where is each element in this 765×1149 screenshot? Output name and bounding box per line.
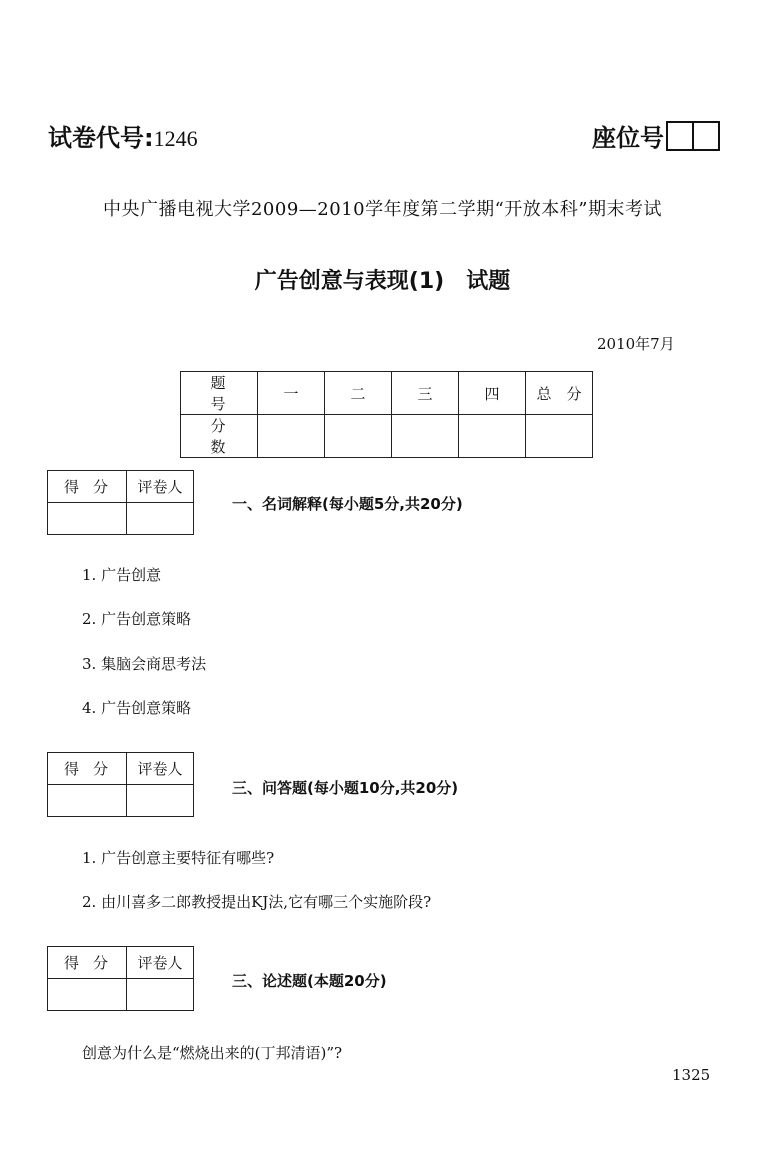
- paper-code-value: 1246: [153, 126, 198, 151]
- question-item: 创意为什么是“燃烧出来的(丁邦清语)”?: [82, 1044, 343, 1062]
- grader-name-label: 评卷人: [127, 947, 194, 979]
- section-title: 三、问答题(每小题10分,共20分): [232, 779, 459, 797]
- exam-date: 2010年7月: [597, 335, 675, 353]
- question-item: 3. 集脑会商思考法: [82, 655, 207, 673]
- score-table-header-row: [181, 372, 593, 415]
- question-item: 2. 由川喜多二郎教授提出KJ法,它有哪三个实施阶段?: [82, 893, 432, 911]
- seat-number-label: 座位号: [592, 124, 664, 152]
- page-number: 1325: [672, 1066, 711, 1084]
- grader-cell: [48, 503, 127, 535]
- grader-box: [47, 946, 194, 1011]
- score-table-cell: 题 号: [181, 372, 258, 415]
- grader-cell: [127, 503, 194, 535]
- score-table-score-row: [181, 415, 593, 458]
- score-input-cell: [325, 415, 392, 458]
- grader-cell: [127, 785, 194, 817]
- seat-box: [692, 123, 718, 149]
- grader-name-label: 评卷人: [127, 471, 194, 503]
- score-table-cell: 总 分: [526, 372, 593, 415]
- exam-subtitle: 中央广播电视大学2009—2010学年度第二学期“开放本科”期末考试: [102, 199, 663, 220]
- score-input-cell: [459, 415, 526, 458]
- score-table-cell: 三: [392, 372, 459, 415]
- score-input-cell: [526, 415, 593, 458]
- score-summary-table: [180, 371, 593, 458]
- score-input-cell: [258, 415, 325, 458]
- grader-name-label: 评卷人: [127, 753, 194, 785]
- grader-score-label: 得分: [48, 753, 127, 785]
- score-table-cell: 分 数: [181, 415, 258, 458]
- question-item: 2. 广告创意策略: [82, 610, 192, 628]
- exam-title: 广告创意与表现(1) 试题: [254, 269, 511, 294]
- section-title: 一、名词解释(每小题5分,共20分): [232, 495, 463, 513]
- section-title: 三、论述题(本题20分): [232, 972, 387, 990]
- paper-code-label: 试卷代号:: [48, 124, 154, 152]
- seat-box: [668, 123, 692, 149]
- question-item: 1. 广告创意主要特征有哪些?: [82, 849, 275, 867]
- grader-box: [47, 470, 194, 535]
- grader-score-label: 得分: [48, 471, 127, 503]
- grader-cell: [127, 979, 194, 1011]
- grader-score-label: 得分: [48, 947, 127, 979]
- score-table-cell: 一: [258, 372, 325, 415]
- grader-box: [47, 752, 194, 817]
- grader-cell: [48, 979, 127, 1011]
- score-table-cell: 四: [459, 372, 526, 415]
- paper-code: [48, 118, 198, 153]
- score-table-cell: 二: [325, 372, 392, 415]
- seat-number-boxes: [666, 121, 720, 151]
- question-item: 4. 广告创意策略: [82, 699, 192, 717]
- grader-cell: [48, 785, 127, 817]
- seat-number: [592, 118, 720, 153]
- question-item: 1. 广告创意: [82, 566, 162, 584]
- score-input-cell: [392, 415, 459, 458]
